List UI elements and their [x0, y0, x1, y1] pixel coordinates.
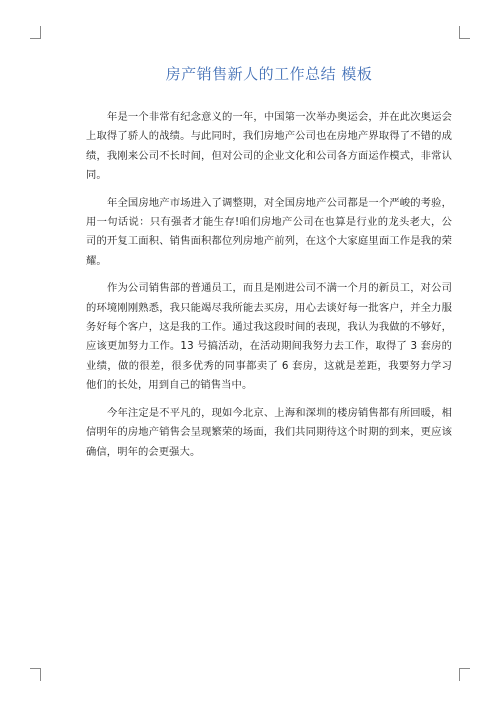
crop-mark-bottom-left: [30, 668, 41, 681]
paragraph-1: 年是一个非常有纪念意义的一年，中国第一次举办奥运会，并在此次奥运会上取得了骄人的战绩。与此同时，我们房地产公司也在房地产界取得了不错的成绩，我刚来公司不长时间，但对公司的企业文化和公司各方面运作模式，非常认同。: [86, 111, 452, 182]
crop-mark-bottom-right: [459, 668, 470, 681]
paragraph-2: 年全国房地产市场进入了调整期，对全国房地产公司都是一个严峻的考验，用一句话说：只有强者才能生存!咱们房地产公司在也算是行业的龙头老大，公司的开复工面积、销售面积都位列房地产前列，在这个大家庭里面工作是我的荣耀。: [86, 196, 452, 267]
document-title: 房产销售新人的工作总结 模板: [165, 65, 373, 83]
document-page: [86, 64, 452, 470]
crop-mark-top-right: [459, 26, 470, 39]
crop-mark-top-left: [30, 26, 41, 39]
paragraph-3: 作为公司销售部的普通员工，而且是刚进公司不满一个月的新员工，对公司的环境刚刚熟悉，我只能竭尽我所能去买房，用心去谈好每一批客户，并全力服务好每个客户，这是我的工作。通过我这段时间的表现，我认为我做的不够好，应该更加努力工作。13 号搞活动，在活动期间我努力去工作，取得了 3 套房的业绩，做的很差，很多优秀的同事都卖了 6 套房，这就是差距，我要努力学习他们的长处，用到自己的销售当中。: [86, 282, 452, 392]
paragraph-4: 今年注定是不平凡的，现如今北京、上海和深圳的楼房销售都有所回暖，相信明年的房地产销售会呈现繁荣的场面，我们共同期待这个时期的到来，更应该确信，明年的会更强大。: [86, 406, 452, 458]
